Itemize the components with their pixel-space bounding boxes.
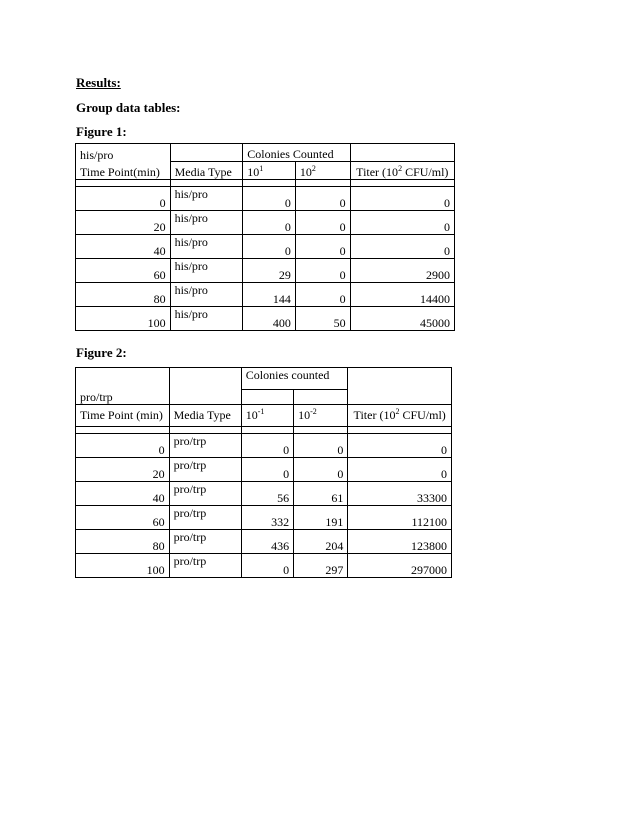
time-point-cell: 20	[76, 457, 170, 481]
dilution-2-count-cell: 50	[295, 307, 350, 331]
group-data-heading: Group data tables:	[76, 100, 181, 115]
media-type-cell: his/pro	[170, 187, 243, 211]
colonies-header: Colonies Counted	[243, 144, 350, 162]
titer-cell: 0	[350, 211, 454, 235]
time-point-cell: 0	[76, 433, 170, 457]
table-row	[76, 457, 452, 481]
dilution-2-count-cell: 0	[294, 433, 348, 457]
dilution-2-count-cell: 0	[295, 235, 350, 259]
dilution-1-count-cell: 0	[243, 235, 296, 259]
time-point-header: Time Point(min)	[76, 162, 171, 180]
dilution-2-count-cell: 0	[295, 259, 350, 283]
dilution-2-header: $10^{-2}$	[294, 404, 348, 426]
media-type-cell: pro/trp	[169, 505, 241, 529]
titer-header: Titer ($10^2$ CFU/ml)	[350, 162, 454, 180]
results-heading: Results:	[76, 75, 121, 90]
time-point-cell: 40	[76, 235, 171, 259]
time-point-cell: 60	[76, 259, 171, 283]
media-type-cell: his/pro	[170, 283, 243, 307]
dilution-2-count-cell: 0	[295, 187, 350, 211]
dilution-1-header: $10^1$	[243, 162, 296, 180]
time-point-cell: 0	[76, 187, 171, 211]
media-type-header: Media Type	[169, 404, 241, 426]
table-row	[76, 553, 452, 577]
dilution-1-count-cell: 0	[241, 433, 293, 457]
media-type-cell: pro/trp	[169, 457, 241, 481]
table-row	[76, 307, 455, 331]
dilution-1-count-cell: 0	[241, 457, 293, 481]
media-type-cell: his/pro	[170, 307, 243, 331]
dilution-2-count-cell: 0	[295, 283, 350, 307]
table-row	[76, 505, 452, 529]
titer-cell: 297000	[348, 553, 452, 577]
time-point-cell: 100	[76, 553, 170, 577]
media-type-cell: his/pro	[170, 259, 243, 283]
dilution-1-count-cell: 400	[243, 307, 296, 331]
time-point-cell: 80	[76, 283, 171, 307]
table-row	[76, 259, 455, 283]
dilution-1-count-cell: 144	[243, 283, 296, 307]
time-point-cell: 20	[76, 211, 171, 235]
media-type-cell: pro/trp	[169, 529, 241, 553]
media-type-cell: his/pro	[170, 211, 243, 235]
dilution-1-header: $10^{-1}$	[241, 404, 293, 426]
his-pro-table	[75, 143, 455, 331]
dilution-2-count-cell: 61	[294, 481, 348, 505]
media-type-header: Media Type	[170, 162, 243, 180]
dilution-1-count-cell: 0	[243, 187, 296, 211]
dilution-1-count-cell: 0	[243, 211, 296, 235]
time-point-cell: 40	[76, 481, 170, 505]
table-corner-label: pro/trp	[76, 390, 170, 405]
titer-cell: 45000	[350, 307, 454, 331]
dilution-1-count-cell: 29	[243, 259, 296, 283]
media-type-cell: his/pro	[170, 235, 243, 259]
colonies-header: Colonies counted	[241, 368, 348, 390]
dilution-2-count-cell: 297	[294, 553, 348, 577]
titer-cell: 0	[348, 433, 452, 457]
time-point-cell: 100	[76, 307, 171, 331]
time-point-header: Time Point (min)	[76, 404, 170, 426]
dilution-2-count-cell: 0	[295, 211, 350, 235]
dilution-1-count-cell: 436	[241, 529, 293, 553]
titer-cell: 2900	[350, 259, 454, 283]
figure-1-heading: Figure 1:	[76, 124, 127, 139]
table-row	[76, 211, 455, 235]
table-corner-label: his/pro	[76, 144, 171, 162]
dilution-1-count-cell: 332	[241, 505, 293, 529]
table-row	[76, 481, 452, 505]
table-row	[76, 187, 455, 211]
dilution-2-count-cell: 0	[294, 457, 348, 481]
dilution-2-count-cell: 204	[294, 529, 348, 553]
table-row	[76, 433, 452, 457]
time-point-cell: 60	[76, 505, 170, 529]
table-row	[76, 235, 455, 259]
figure-2-heading: Figure 2:	[76, 345, 127, 360]
dilution-1-count-cell: 56	[241, 481, 293, 505]
time-point-cell: 80	[76, 529, 170, 553]
titer-cell: 14400	[350, 283, 454, 307]
media-type-cell: pro/trp	[169, 553, 241, 577]
titer-cell: 0	[350, 187, 454, 211]
titer-cell: 123800	[348, 529, 452, 553]
titer-cell: 33300	[348, 481, 452, 505]
titer-cell: 0	[350, 235, 454, 259]
dilution-2-count-cell: 191	[294, 505, 348, 529]
table-row	[76, 529, 452, 553]
titer-cell: 0	[348, 457, 452, 481]
titer-cell: 112100	[348, 505, 452, 529]
media-type-cell: pro/trp	[169, 433, 241, 457]
titer-header: Titer ($10^2$ CFU/ml)	[348, 404, 452, 426]
dilution-1-count-cell: 0	[241, 553, 293, 577]
dilution-2-header: $10^2$	[295, 162, 350, 180]
table-row	[76, 283, 455, 307]
media-type-cell: pro/trp	[169, 481, 241, 505]
pro-trp-table	[75, 367, 452, 578]
